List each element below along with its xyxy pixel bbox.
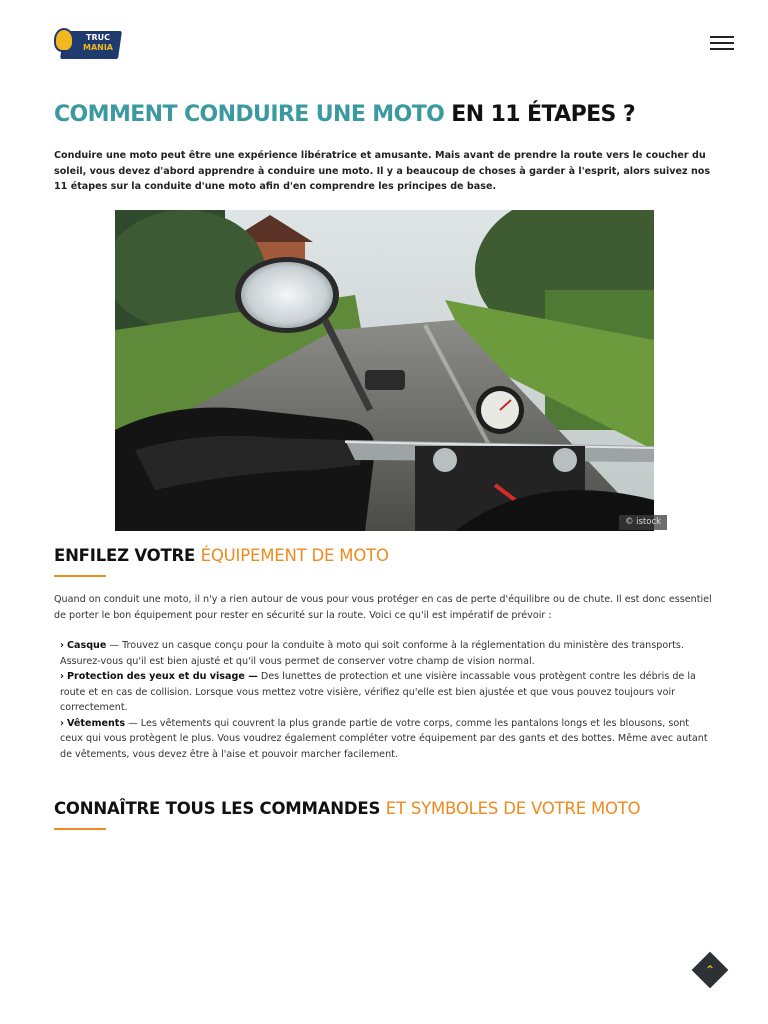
logo-line-1: TRUC <box>86 33 110 42</box>
image-credit: © istock <box>619 515 667 530</box>
equipment-list <box>60 638 712 762</box>
site-header <box>0 0 768 90</box>
heading-dark-part: CONNAÎTRE TOUS LES COMMANDES <box>54 799 386 818</box>
heading-orange-part: ET SYMBOLES DE VOTRE MOTO <box>385 799 641 818</box>
hero-image <box>115 210 654 531</box>
chevron-right-icon: › <box>60 640 64 651</box>
lightbulb-icon <box>54 28 74 52</box>
hamburger-menu-icon[interactable] <box>710 34 734 52</box>
heading-dark-part: ENFILEZ VOTRE <box>54 546 201 565</box>
heading-underline <box>54 828 106 830</box>
list-item-term: Casque <box>66 640 107 651</box>
chevron-up-icon: ⌃ <box>704 963 716 977</box>
equipment-paragraph: Quand on conduit une moto, il n'y a rien autour de vous pour vous protéger en cas de perte d'équilibre ou de chute. Il est donc essentiel de porter le bon équipement pour rester en sécurité sur la route. Voici ce qu'il est impératif de prévoir : <box>54 594 712 621</box>
chevron-right-icon: › <box>60 671 64 682</box>
chevron-right-icon: › <box>60 717 64 729</box>
list-item <box>60 638 712 669</box>
logo-text <box>76 33 120 53</box>
logo-line-2: MANIA <box>82 43 113 52</box>
heading-orange-part: ÉQUIPEMENT DE MOTO <box>200 546 389 565</box>
heading-underline <box>54 575 106 577</box>
back-to-top-button[interactable] <box>692 952 729 989</box>
intro-paragraph: Conduire une moto peut être une expérience libératrice et amusante. Mais avant de prendre la route vers le coucher du soleil, vous devez d'abord apprendre à conduire une moto. Il y a beaucoup de choses à garder à l'esprit, alors suivez nos 11 étapes sur la conduite d'une moto afin d'en comprendre les principes de base. <box>54 150 711 192</box>
title-rest: EN 11 ÉTAPES ? <box>444 102 636 127</box>
motorcycle-road-illustration <box>115 210 654 531</box>
section-heading-controls <box>54 797 714 821</box>
list-item-term: Protection des yeux et du visage — <box>66 671 258 682</box>
section-heading-equipment <box>54 544 714 568</box>
title-accent: COMMENT CONDUIRE UNE MOTO <box>54 102 445 127</box>
list-item <box>60 716 712 763</box>
list-item <box>60 669 712 716</box>
page-title <box>54 100 714 130</box>
list-item-text: — Les vêtements qui couvrent la plus grande partie de votre corps, comme les pantalons longs et les blousons, sont ceux qui vous protègent le plus. Vous voudrez également compléter votre équipement par des gants et des bottes. Même avec autant de vêtements, vous devez être à l'aise et pouvoir marcher facilement. <box>60 717 708 760</box>
list-item-text: Des lunettes de protection et une visière incassable vous protègent contre les débris de la route et en cas de collision. Lorsque vous mettez votre visière, vérifiez qu'elle est bien ajustée et que vous pouvez toujours voir correctement. <box>60 671 696 713</box>
list-item-text: — Trouvez un casque conçu pour la conduite à moto qui soit conforme à la réglementation du ministère des transports. Assurez-vous qu'il est bien ajusté et qu'il vous permet de conserver votre champ de vision normal. <box>60 640 684 667</box>
site-logo[interactable] <box>54 28 120 62</box>
list-item-term: Vêtements <box>66 717 126 729</box>
